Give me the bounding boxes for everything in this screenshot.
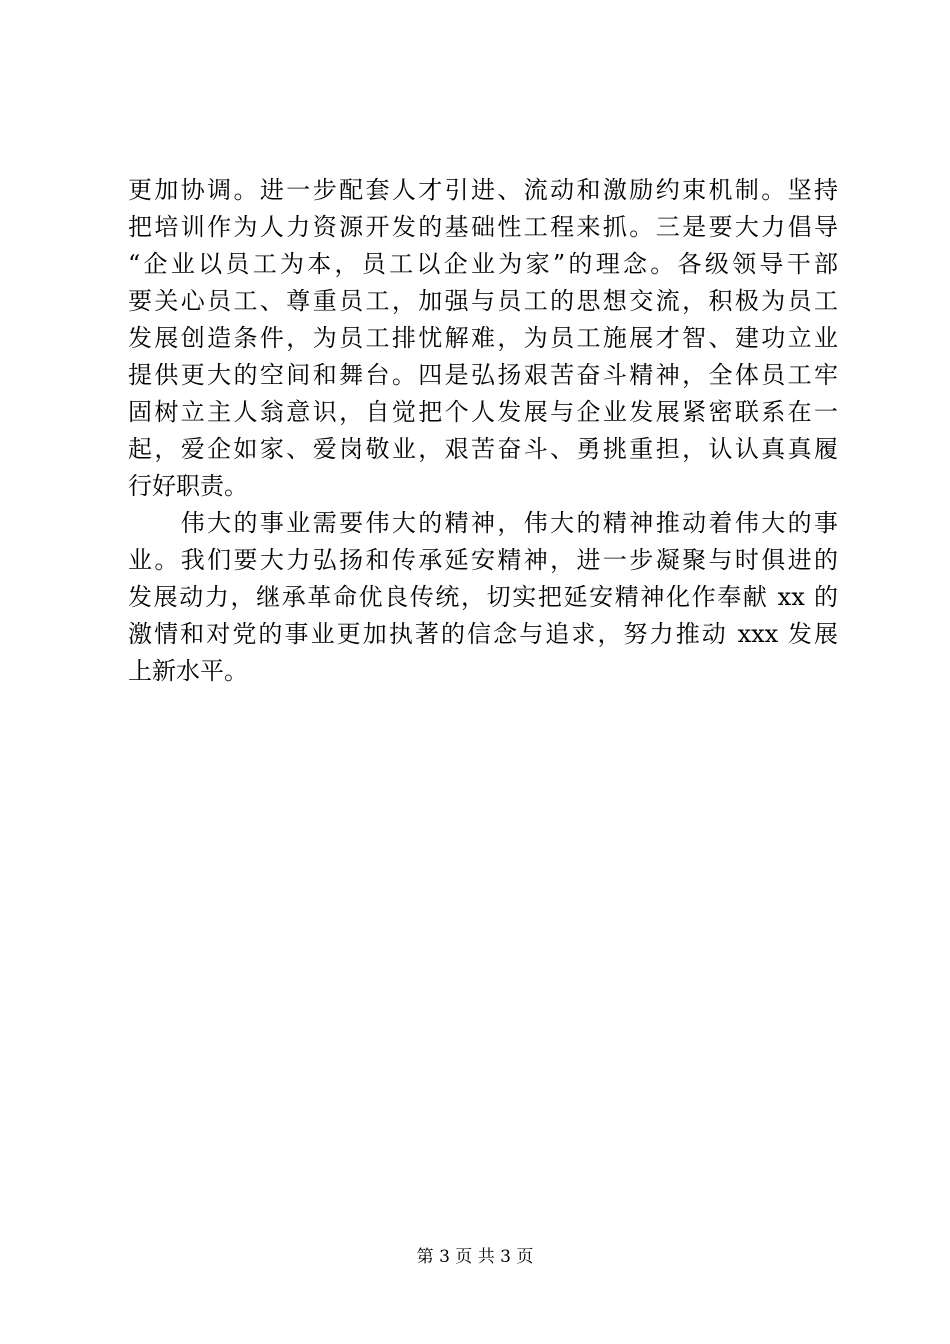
text-line: 发展创造条件，为员工排忧解难，为员工施展才智、建功立业 <box>128 324 838 352</box>
text-line: 起，爱企如家、爱岗敬业，艰苦奋斗、勇挑重担，认认真真履 <box>128 435 838 463</box>
text-line: “企业以员工为本，员工以企业为家”的理念。各级领导干部 <box>128 250 838 278</box>
text-line: 发展动力，继承革命优良传统，切实把延安精神化作奉献 xx 的 <box>128 583 838 611</box>
text-line: 提供更大的空间和舞台。四是弘扬艰苦奋斗精神，全体员工牢 <box>128 361 838 389</box>
text-line: 伟大的事业需要伟大的精神，伟大的精神推动着伟大的事 <box>128 509 838 537</box>
text-line: 固树立主人翁意识，自觉把个人发展与企业发展紧密联系在一 <box>128 398 838 426</box>
page-footer <box>0 1245 950 1269</box>
text-line: 更加协调。进一步配套人才引进、流动和激励约束机制。坚持 <box>128 176 838 204</box>
text-line: 行好职责。 <box>128 472 248 500</box>
text-line: 业。我们要大力弘扬和传承延安精神，进一步凝聚与时俱进的 <box>128 546 838 574</box>
text-line: 把培训作为人力资源开发的基础性工程来抓。三是要大力倡导 <box>128 213 838 241</box>
text-line: 激情和对党的事业更加执著的信念与追求，努力推动 xxx 发展 <box>128 620 838 648</box>
text-line: 上新水平。 <box>128 657 248 685</box>
body-text <box>128 172 838 690</box>
page-number: 第 3 页 共 3 页 <box>416 1247 534 1267</box>
text-line: 要关心员工、尊重员工，加强与员工的思想交流，积极为员工 <box>128 287 838 315</box>
